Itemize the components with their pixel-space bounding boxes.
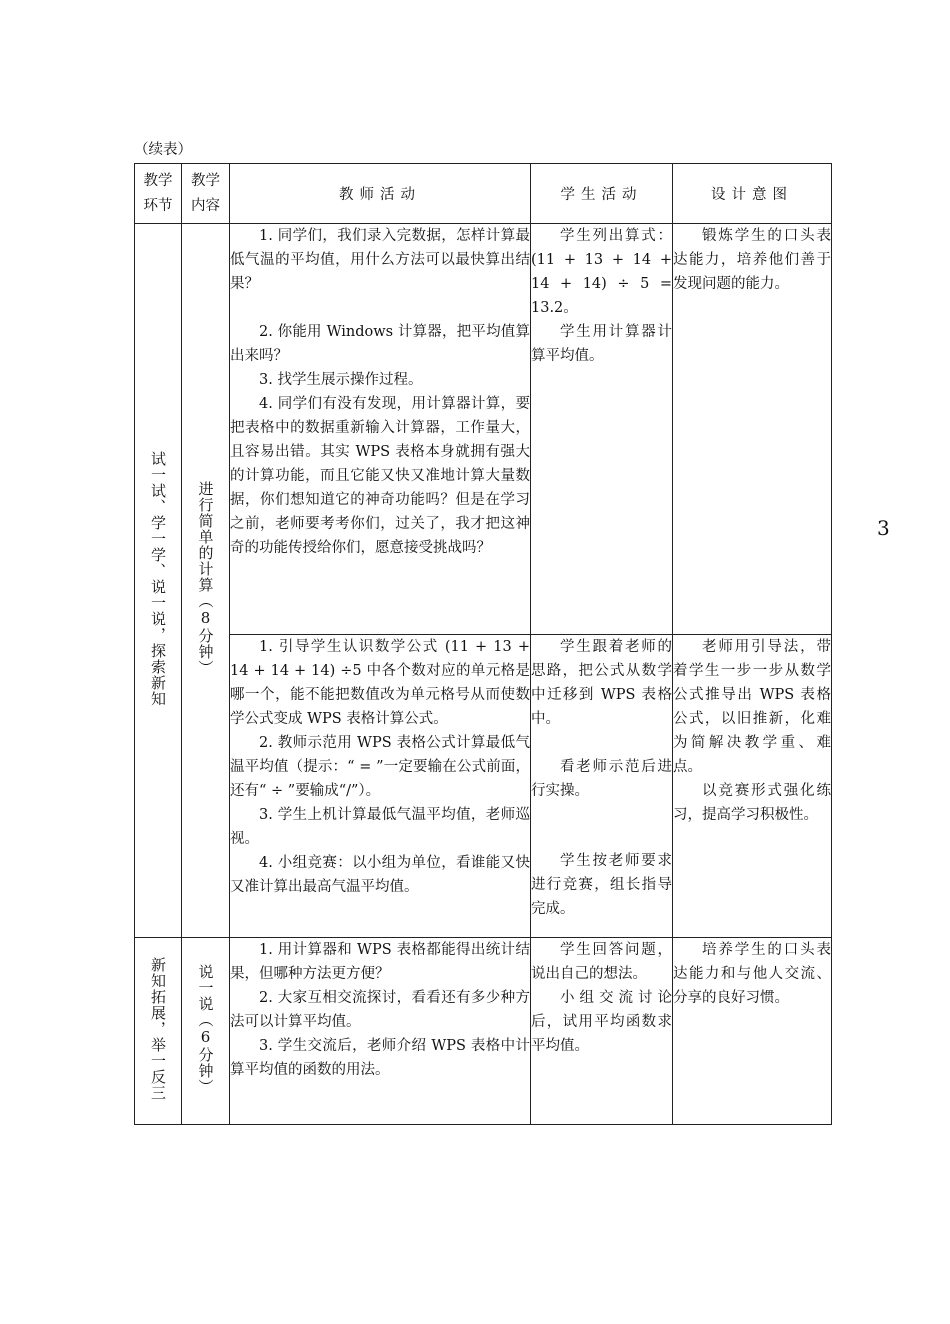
student-step: 学生跟着老师的思路，把公式从数学中迁移到 WPS 表格中。: [531, 639, 672, 727]
content-cell: [182, 938, 230, 1125]
teacher-step: 3. 学生上机计算最低气温平均值，老师巡视。: [230, 807, 530, 847]
teacher-step: 4. 小组竞赛：以小组为单位，看谁能又快又准计算出最高气温平均值。: [230, 855, 530, 895]
teacher-activity-cell: [230, 938, 531, 1125]
table-row: [135, 635, 832, 938]
header-content: [182, 164, 230, 224]
teacher-step: 1. 同学们，我们录入完数据，怎样计算最低气温的平均值，用什么方法可以最快算出结果？: [230, 228, 530, 292]
stage-text: 新知拓展，举一反三: [149, 957, 167, 1101]
content-cell: [182, 224, 230, 938]
stage-cell: [135, 224, 182, 938]
student-step: 看老师示范后进行实操。: [531, 759, 672, 799]
teacher-activity-cell: [230, 635, 531, 938]
lesson-plan-table: [134, 163, 832, 1125]
student-step: 小组交流讨论后，试用平均函数求平均值。: [531, 990, 672, 1054]
table-row: [135, 938, 832, 1125]
intent-text: 老师用引导法，带着学生一步一步从数学公式推导出 WPS 表格公式，以旧推新，化难为简解决教学重、难点。: [673, 639, 831, 775]
student-step: 学生按老师要求进行竞赛，组长指导完成。: [531, 853, 672, 917]
header-stage-line-2: 环节: [143, 197, 173, 214]
student-activity-cell: [531, 635, 673, 938]
table-caption: （续表）: [134, 142, 192, 158]
page-number: 3: [877, 516, 890, 540]
teacher-step: 2. 教师示范用 WPS 表格公式计算最低气温平均值（提示：“ = ”一定要输在公式前面，还有“ ÷ ”要输成“/”）。: [230, 735, 530, 799]
stage-text: 试一试、学一学、说一说，探索新知: [149, 450, 167, 707]
design-intent-cell: [673, 635, 832, 938]
header-design-intent: 设计意图: [673, 164, 832, 224]
content-text: 进行简单的计算（8分钟）: [196, 481, 215, 676]
design-intent-cell: [673, 938, 832, 1125]
header-stage: [135, 164, 182, 224]
header-content-line-1: 教学: [191, 172, 220, 189]
header-teacher-activity: 教师活动: [230, 164, 531, 224]
stage-cell: [135, 938, 182, 1125]
table-row: [135, 224, 832, 635]
student-activity-cell: [531, 224, 673, 635]
design-intent-cell: [673, 224, 832, 635]
intent-text: 锻炼学生的口头表达能力，培养他们善于发现问题的能力。: [673, 228, 831, 292]
teacher-step: 2. 大家互相交流探讨，看看还有多少种方法可以计算平均值。: [230, 990, 530, 1030]
student-step: 学生用计算器计算平均值。: [531, 324, 672, 364]
header-row: [135, 164, 832, 224]
intent-text: 以竞赛形式强化练习，提高学习积极性。: [673, 783, 831, 823]
student-step: 学生回答问题，说出自己的想法。: [531, 942, 672, 982]
teacher-step: 3. 找学生展示操作过程。: [259, 372, 423, 388]
student-activity-cell: [531, 938, 673, 1125]
content-text: 说一说（6分钟）: [196, 963, 215, 1095]
teacher-activity-cell: [230, 224, 531, 635]
teacher-step: 3. 学生交流后，老师介绍 WPS 表格中计算平均值的函数的用法。: [230, 1038, 530, 1078]
intent-text: 培养学生的口头表达能力和与他人交流、分享的良好习惯。: [673, 942, 831, 1006]
teacher-step: 1. 引导学生认识数学公式 (11 + 13 + 14 + 14 + 14) ÷5 中各个数对应的单元格是哪一个，能不能把数值改为单元格号从而使数学公式变成 WPS 表格计算公式。: [230, 639, 530, 727]
header-student-activity: 学生活动: [531, 164, 673, 224]
teacher-step: 2. 你能用 Windows 计算器，把平均值算出来吗？: [230, 324, 530, 364]
header-stage-line-1: 教学: [143, 172, 173, 189]
teacher-step: 1. 用计算器和 WPS 表格都能得出统计结果，但哪种方法更方便？: [230, 942, 530, 982]
student-step: 学生列出算式：(11 + 13 + 14 + 14 + 14) ÷ 5 = 13.2。: [531, 228, 672, 316]
header-content-line-2: 内容: [191, 197, 220, 214]
teacher-step: 4. 同学们有没有发现，用计算器计算，要把表格中的数据重新输入计算器，工作量大，且容易出错。其实 WPS 表格本身就拥有强大的计算功能，而且它能又快又准地计算大量数据，你们想知道它的神奇功能吗？但是在学习之前，老师要考考你们，过关了，我才把这神奇的功能传授给你们，愿意接受挑战吗？: [230, 396, 530, 556]
